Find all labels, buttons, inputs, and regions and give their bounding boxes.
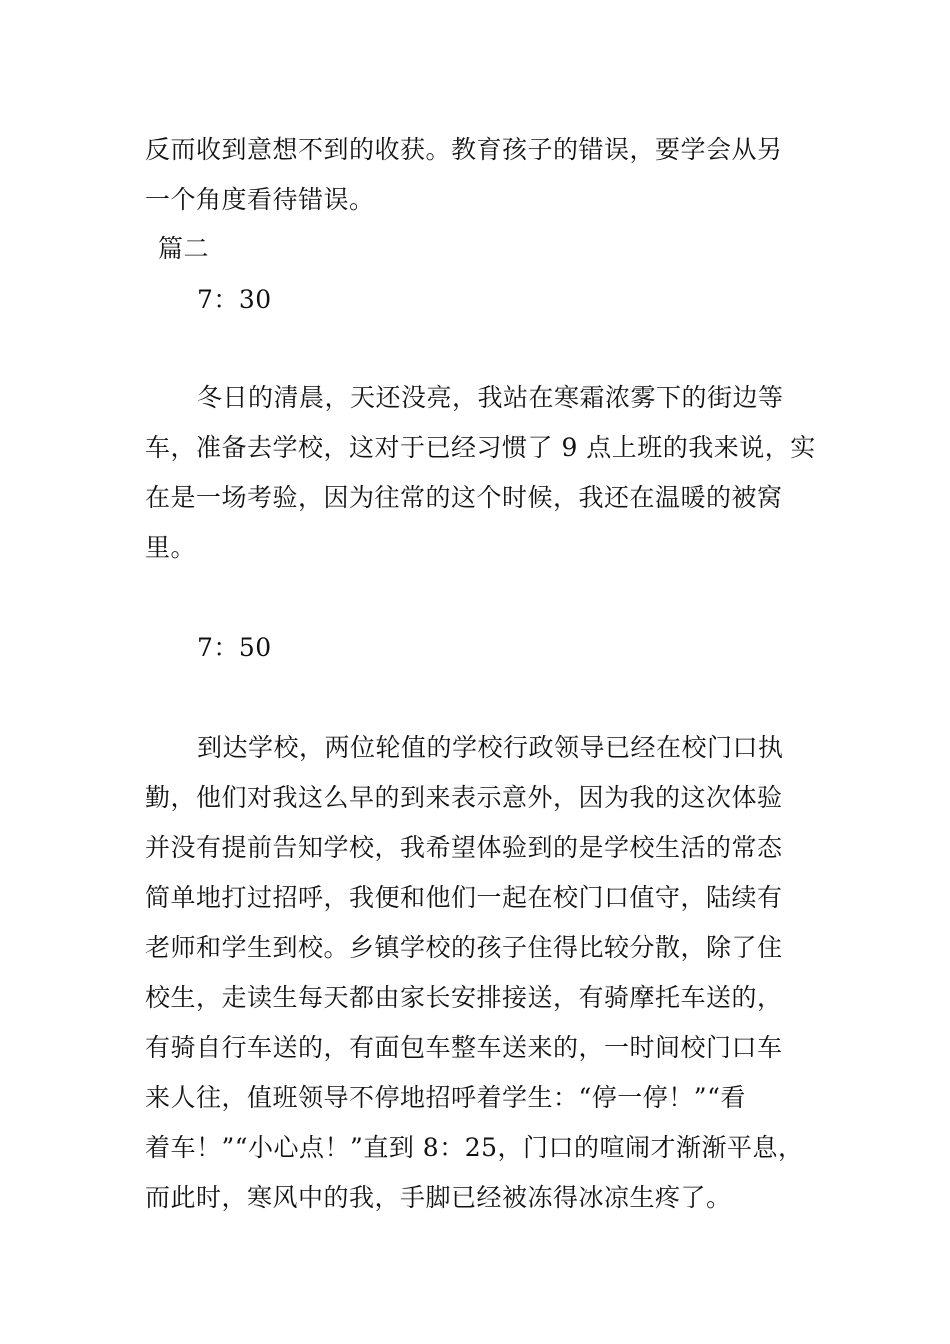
paragraph-line: 勤，他们对我这么早的到来表示意外，因为我的这次体验 (145, 783, 783, 812)
paragraph-line: 到达学校，两位轮值的学校行政领导已经在校门口执 (197, 733, 784, 762)
paragraph-line: 校生，走读生每天都由家长安排接送，有骑摩托车送的， (145, 983, 783, 1012)
paragraph-line: 车，准备去学校，这对于已经习惯了 9 点上班的我来说，实 (145, 433, 816, 462)
time-stamp: 7：30 (197, 285, 272, 314)
paragraph-line: 在是一场考验，因为往常的这个时候，我还在温暖的被窝 (145, 483, 783, 512)
section-heading: 篇二 (158, 234, 210, 263)
paragraph-line: 并没有提前告知学校，我希望体验到的是学校生活的常态 (145, 833, 783, 862)
time-stamp: 7：50 (197, 633, 272, 662)
paragraph-line: 反而收到意想不到的收获。教育孩子的错误，要学会从另 (145, 135, 783, 164)
paragraph-line: 有骑自行车送的，有面包车整车送来的，一时间校门口车 (145, 1033, 783, 1062)
paragraph-line: 来人往，值班领导不停地招呼着学生：“停一停！”“看 (145, 1083, 746, 1112)
paragraph-line: 而此时，寒风中的我，手脚已经被冻得冰凉生疼了。 (145, 1183, 732, 1212)
paragraph-line: 里。 (145, 533, 197, 562)
paragraph-line: 着车！”“小心点！”直到 8：25，门口的喧闹才渐渐平息， (145, 1133, 804, 1162)
paragraph-line: 一个角度看待错误。 (145, 185, 375, 214)
paragraph-line: 简单地打过招呼，我便和他们一起在校门口值守，陆续有 (145, 883, 783, 912)
paragraph-line: 老师和学生到校。乡镇学校的孩子住得比较分散，除了住 (145, 933, 783, 962)
paragraph-line: 冬日的清晨，天还没亮，我站在寒霜浓雾下的街边等 (197, 383, 784, 412)
